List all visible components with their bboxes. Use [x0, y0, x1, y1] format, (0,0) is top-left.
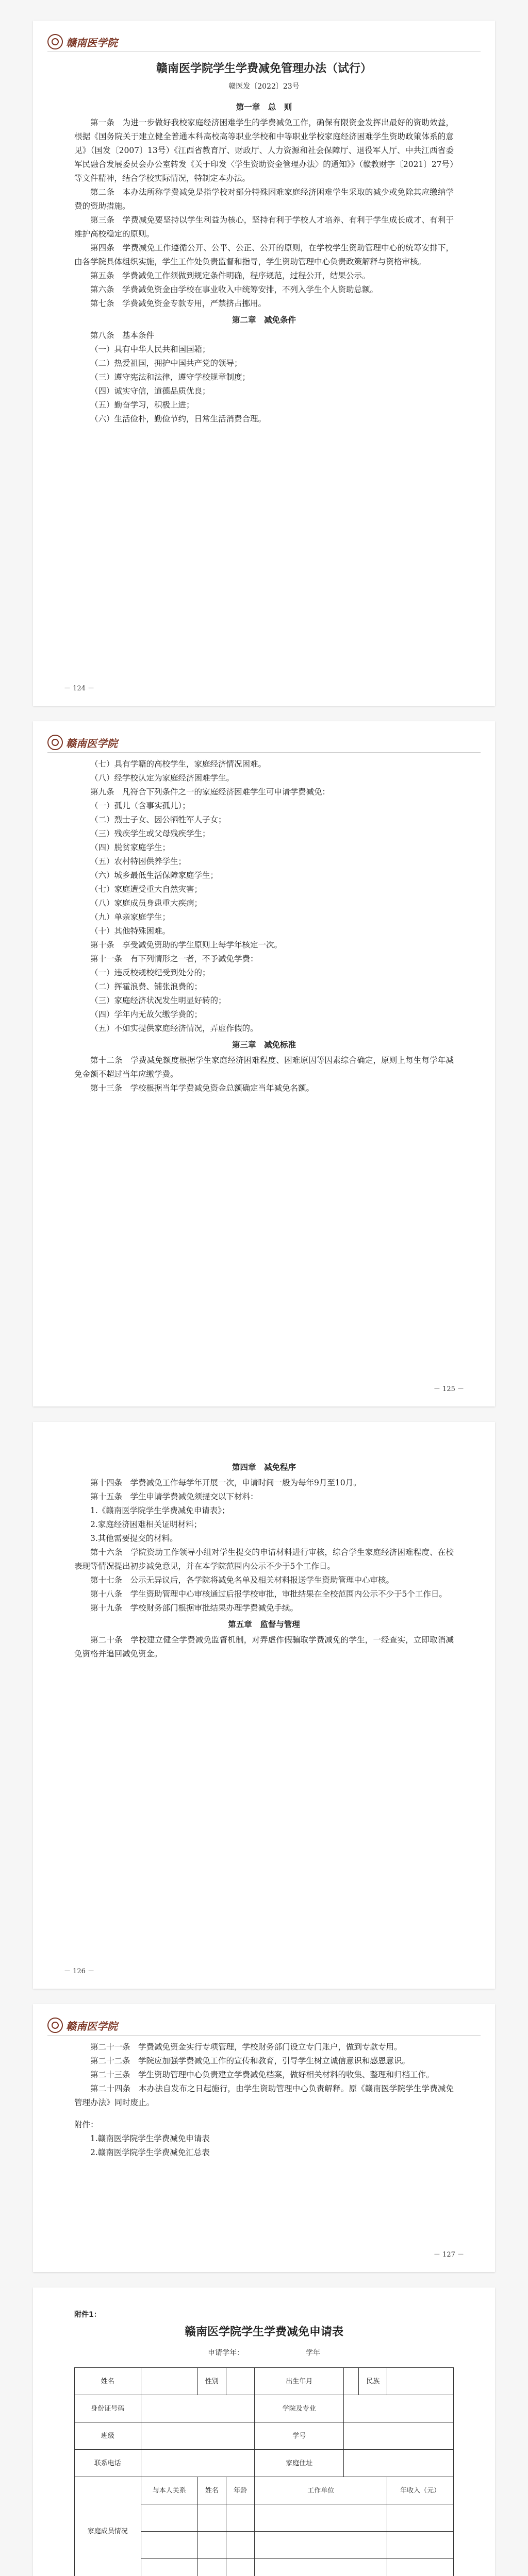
list-item: （七）具有学籍的高校学生，家庭经济情况困难。: [90, 759, 267, 769]
paragraph: 第二十三条 学生资助管理中心负责建立学费减免档案，做好相关材料的收集、整理和归档工作。: [90, 2070, 434, 2079]
brand-logo: [47, 735, 118, 750]
list-item: （二）挥霍浪费、铺张浪费的；: [90, 982, 203, 991]
paragraph: 第十五条 学生申请学费减免须提交以下材料：: [90, 1492, 258, 1501]
paragraph: 第四条 学费减免工作遵循公开、公平、公正、公开的原则，在学校学生资助管理中心的统筹安排下，由各学院具体组织实施，学生工作处负责监督和指导，学生资助管理中心负责政策解释与资格审核。: [74, 243, 454, 266]
list-item: （三）遵守宪法和法律，遵守学校规章制度；: [90, 372, 251, 382]
paragraph: 第十六条 学院资助工作领导小组对学生提交的申请材料进行审核，综合学生家庭经济困难程度、在校表现等情况提出初步减免意见，并在本学院范围内公示不少于5个工作日。: [74, 1548, 454, 1571]
brand-name: 赣南医学院: [66, 737, 118, 750]
cell-label: 年收入（元）: [387, 2477, 454, 2504]
input-cell[interactable]: [141, 2504, 197, 2532]
paragraph: 第一条 为进一步做好我校家庭经济困难学生的学费减免工作，确保有限资金发挥出最好的资助效益，根据《国务院关于建立健全普通本科高校高等职业学校和中等职业学校家庭经济困难学生资助政策体系的意见》（国发〔2007〕13号）《江西省教育厅、财政厅、人力资源和社会保障厅、退役军人厅、中共江西省委军民融合发展委员会办公室转发《关于印发〈学生资助资金管理办法〉的通知》》（赣教财字〔2021〕27号）等文件精神，结合学校实际情况，特制定本办法。: [74, 118, 454, 183]
input-cell[interactable]: [255, 2559, 387, 2576]
cell-label: 姓名: [197, 2477, 226, 2504]
school-emblem-icon: [47, 34, 63, 49]
list-item: （一）违反校规校纪受到处分的；: [90, 968, 210, 977]
input-cell[interactable]: [344, 2450, 454, 2477]
input-cell[interactable]: [226, 2504, 254, 2532]
apply-term-label: 学年: [306, 2349, 320, 2357]
apply-year-label: 申请学年：: [208, 2349, 244, 2357]
input-cell[interactable]: [197, 2532, 226, 2559]
paragraph: 第七条 学费减免资金专款专用，严禁挤占挪用。: [90, 299, 267, 308]
input-cell[interactable]: [226, 2559, 254, 2576]
paragraph: 第二十条 学校建立健全学费减免监督机制，对弄虚作假骗取学费减免的学生，一经查实，立即取消减免资格并追回减免资金。: [74, 1635, 454, 1658]
page-number: － 124 －: [64, 685, 95, 692]
paragraph: 第二十一条 学费减免资金实行专项管理，学校财务部门设立专门账户，做到专款专用。: [90, 2042, 402, 2052]
paragraph: 第十四条 学费减免工作每学年开展一次，申请时间一般为每年9月至10月。: [90, 1478, 361, 1487]
form-title: 赣南医学院学生学费减免申请表: [184, 2326, 343, 2338]
document-page-2: [33, 721, 495, 1406]
document-page-3: [33, 1422, 495, 1989]
attachment-label: 附件1：: [74, 2311, 101, 2319]
cell-label: 出生年月: [255, 2368, 344, 2395]
input-cell[interactable]: [387, 2368, 454, 2395]
paragraph: 第二条 本办法所称学费减免是指学校对部分特殊困难家庭经济困难学生采取的减少或免除其应缴纳学费的资助措施。: [74, 188, 454, 211]
list-item: （六）城乡最低生活保障家庭学生；: [90, 871, 219, 880]
cell-label: 联系电话: [75, 2450, 141, 2477]
document-page-1: [33, 21, 495, 706]
paragraph: 2.家庭经济困难相关证明材料；: [90, 1520, 202, 1529]
paragraph: 第十三条 学校根据当年学费减免资金总额确定当年减免名额。: [90, 1083, 315, 1093]
paragraph: 第十条 享受减免资助的学生原则上每学年核定一次。: [90, 940, 283, 950]
document-title: 赣南医学院学生学费减免管理办法（试行）: [156, 62, 372, 75]
paragraph: 第五条 学费减免工作须做到规定条件明确，程序规范，过程公开，结果公示。: [90, 271, 370, 280]
paragraph: 第十七条 公示无异议后，各学院将减免名单及相关材料报送学生资助管理中心审核。: [90, 1575, 394, 1585]
cell-label: 家庭住址: [255, 2450, 344, 2477]
list-item: （一）孤儿（含事实孤儿）；: [90, 801, 190, 810]
list-item: （五）勤奋学习，积极上进；: [90, 400, 194, 410]
list-item: （三）残疾学生或父母残疾学生；: [90, 829, 210, 838]
list-item: （二）烈士子女、因公牺牲军人子女；: [90, 815, 226, 824]
page-number: － 125 －: [433, 1385, 464, 1393]
input-cell[interactable]: [226, 2368, 254, 2395]
cell-label: 年龄: [226, 2477, 254, 2504]
input-cell[interactable]: [141, 2368, 197, 2395]
input-cell[interactable]: [141, 2422, 254, 2450]
list-item: （二）热爱祖国，拥护中国共产党的领导；: [90, 359, 242, 368]
cell-label: 姓名: [75, 2368, 141, 2395]
cell-label: 民族: [359, 2368, 387, 2395]
paragraph: 第八条 基本条件: [90, 331, 155, 340]
input-cell[interactable]: [387, 2504, 454, 2532]
paragraph: 第二十二条 学院应加强学费减免工作的宣传和教育，引导学生树立诚信意识和感恩意识。: [90, 2056, 410, 2065]
list-item: （五）不如实提供家庭经济情况，弄虚作假的。: [90, 1024, 258, 1033]
input-cell[interactable]: [387, 2559, 454, 2576]
cell-label: 家庭成员情况: [75, 2477, 141, 2576]
brand-name: 赣南医学院: [66, 2020, 118, 2032]
school-emblem-icon: [47, 2018, 63, 2033]
attachments-title: 附件：: [74, 2120, 98, 2129]
paragraph: 第十八条 学生资助管理中心审核通过后报学校审批，审批结果在全校范围内公示不少于5个工作日。: [90, 1589, 447, 1599]
input-cell[interactable]: [344, 2422, 454, 2450]
chapter-heading: 第四章 减免程序: [232, 1462, 296, 1472]
input-cell[interactable]: [141, 2559, 197, 2576]
paragraph: 第六条 学费减免资金由学校在事业收入中统筹安排，不列入学生个人资助总额。: [90, 285, 378, 294]
input-cell[interactable]: [255, 2532, 387, 2559]
brand-logo: [47, 2018, 118, 2033]
header-rule: [47, 752, 481, 753]
paragraph: 1.《赣南医学院学生学费减免申请表》；: [90, 1506, 230, 1515]
paragraph: 第九条 凡符合下列条件之一的家庭经济困难学生可申请学费减免：: [90, 787, 331, 796]
document-number: 赣医发〔2022〕23号: [228, 82, 300, 91]
application-table: [74, 2367, 454, 2576]
page-number: － 126 －: [64, 1968, 95, 1975]
cell-label: 与本人关系: [141, 2477, 197, 2504]
input-cell[interactable]: [226, 2532, 254, 2559]
school-emblem-icon: [47, 735, 63, 750]
list-item: （四）脱贫家庭学生；: [90, 843, 171, 852]
input-cell[interactable]: [255, 2504, 387, 2532]
input-cell[interactable]: [344, 2395, 454, 2422]
paragraph: 第十九条 学校财务部门根据审批结果办理学费减免手续。: [90, 1603, 299, 1613]
input-cell[interactable]: [141, 2450, 254, 2477]
cell-label: 班级: [75, 2422, 141, 2450]
list-item: （八）经学校认定为家庭经济困难学生。: [90, 773, 235, 783]
paragraph: 第二十四条 本办法自发布之日起施行，由学生资助管理中心负责解释。原《赣南医学院学生学费减免管理办法》同时废止。: [74, 2084, 454, 2107]
chapter-heading: 第二章 减免条件: [232, 315, 296, 325]
cell-label: 身份证号码: [75, 2395, 141, 2422]
input-cell[interactable]: [197, 2559, 226, 2576]
list-item: （八）家庭成员身患重大疾病；: [90, 899, 203, 908]
paragraph: 第十二条 学费减免额度根据学生家庭经济困难程度、困难原因等因素综合确定，原则上每生每学年减免金额不超过当年应缴学费。: [74, 1056, 454, 1079]
cell-label: 工作单位: [255, 2477, 387, 2504]
header-rule: [47, 2035, 481, 2036]
form-meta: [74, 2346, 454, 2360]
list-item: （五）农村特困供养学生；: [90, 857, 187, 866]
input-cell[interactable]: [141, 2532, 197, 2559]
attachment-item: 2.赣南医学院学生学费减免汇总表: [90, 2148, 210, 2157]
brand-name: 赣南医学院: [66, 36, 118, 49]
cell-label: 性别: [197, 2368, 226, 2395]
page-number: － 127 －: [433, 2251, 464, 2259]
list-item: （十）其他特殊困难。: [90, 926, 171, 936]
list-item: （四）诚实守信，道德品质优良；: [90, 386, 210, 396]
chapter-heading: 第三章 减免标准: [232, 1040, 296, 1049]
list-item: （七）家庭遭受重大自然灾害；: [90, 885, 203, 894]
paragraph: 3.其他需要提交的材料。: [90, 1534, 178, 1543]
attachment-item: 1.赣南医学院学生学费减免申请表: [90, 2134, 210, 2143]
list-item: （九）单亲家庭学生；: [90, 912, 171, 922]
input-cell[interactable]: [387, 2532, 454, 2559]
brand-logo: [47, 34, 118, 49]
cell-label: 学院及专业: [255, 2395, 344, 2422]
chapter-heading: 第五章 监督与管理: [228, 1619, 300, 1629]
paragraph: 第十一条 有下列情形之一者，不予减免学费：: [90, 954, 258, 963]
list-item: （四）学年内无故欠缴学费的；: [90, 1010, 203, 1019]
input-cell[interactable]: [197, 2504, 226, 2532]
input-cell[interactable]: [344, 2368, 359, 2395]
input-cell[interactable]: [141, 2395, 254, 2422]
list-item: （三）家庭经济状况发生明显好转的；: [90, 996, 226, 1005]
chapter-heading: 第一章 总 则: [236, 102, 292, 112]
cell-label: 学号: [255, 2422, 344, 2450]
list-item: （六）生活俭朴，勤俭节约，日常生活消费合理。: [90, 414, 267, 423]
list-item: （一）具有中华人民共和国国籍；: [90, 345, 210, 354]
paragraph: 第三条 学费减免要坚持以学生利益为核心，坚持有利于学校人才培养、有利于学生成长成才、有利于维护高校稳定的原则。: [74, 215, 454, 239]
application-form-page-1: [33, 2287, 495, 2576]
document-page-4: [33, 2004, 495, 2272]
